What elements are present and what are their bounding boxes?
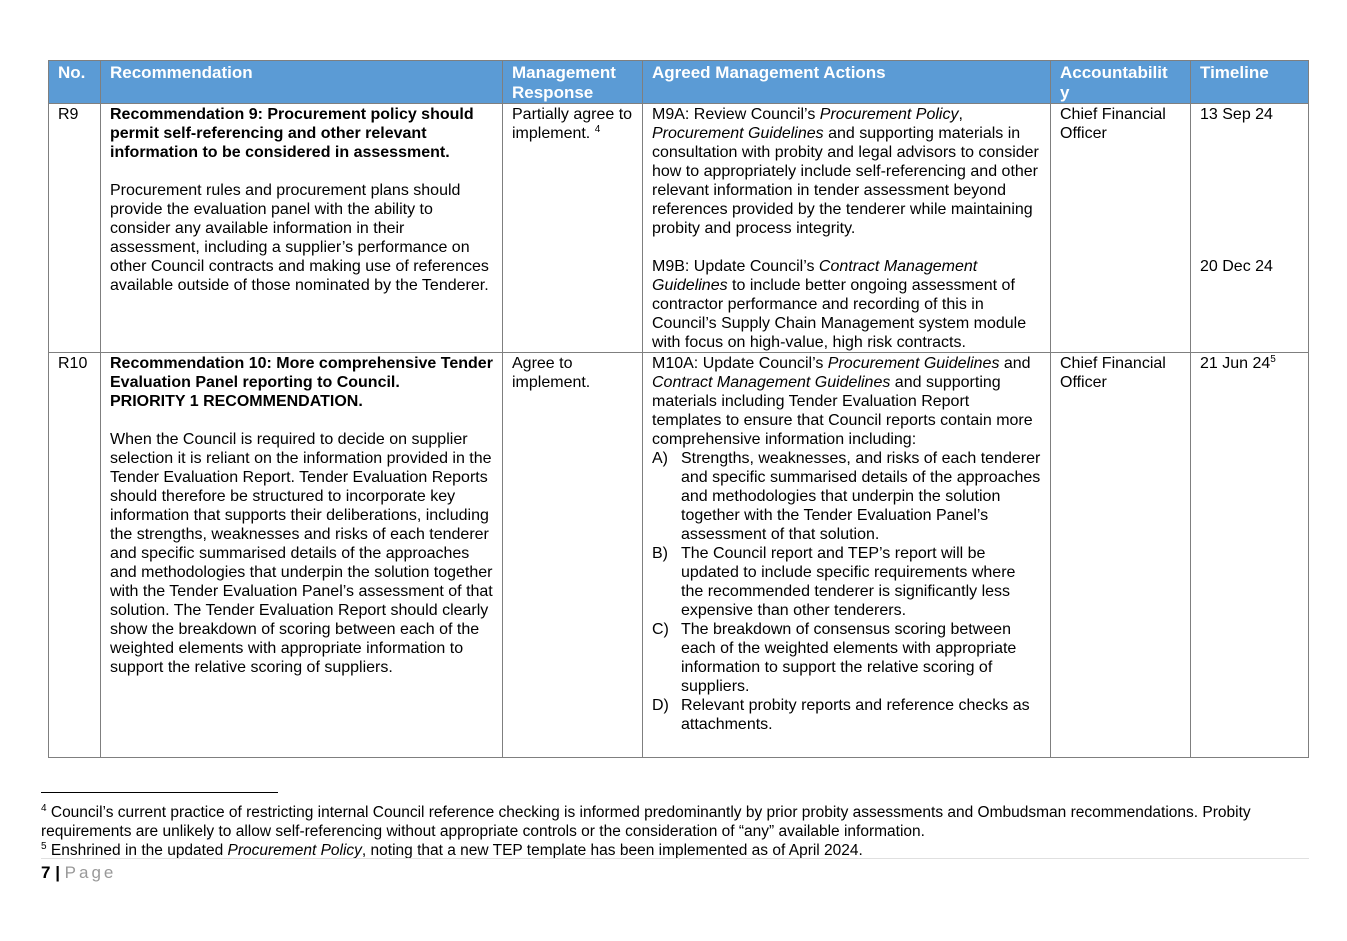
- page-footer: [41, 863, 116, 882]
- page-number: 7: [41, 863, 51, 882]
- agreed-actions-cell: [643, 104, 1051, 353]
- timeline-m9a: 13 Sep 24: [1200, 106, 1273, 123]
- recommendation-cell: [101, 104, 503, 353]
- header-recommendation: Recommendation: [101, 61, 503, 104]
- header-agreed-actions: Agreed Management Actions: [643, 61, 1051, 104]
- list-item: A) Strengths, weaknesses, and risks of each tenderer and specific summarised details of the approaches and methodologies that underpin the solution together with the Tender Evaluation Panel’s assessment of that solution.: [652, 450, 1041, 543]
- accountability-cell: Chief Financial Officer: [1051, 104, 1191, 353]
- footnote-ref-5: 5: [1270, 354, 1276, 365]
- action-item-list: [652, 449, 1042, 734]
- list-item: C) The breakdown of consensus scoring between each of the weighted elements with appropriate information to support the relative scoring of suppliers.: [652, 621, 1017, 695]
- footnote-ref-4: 4: [594, 124, 601, 135]
- footnote-divider: [41, 792, 278, 793]
- timeline-cell: [1191, 353, 1309, 758]
- header-timeline: Timeline: [1191, 61, 1309, 104]
- list-item: D) Relevant probity reports and reference checks as attachments.: [652, 697, 1030, 733]
- recommendation-body: When the Council is required to decide on supplier selection it is reliant on the information provided in the Tender Evaluation Report. Tender Evaluation Reports should therefore be structured to incorporate key information that supports their deliberations, including the strengths, weaknesses and risks of each tenderer and specific summarised details of the approaches and methodologies that underpin the solution together with the Tender Evaluation Panel’s assessment of that solution. The Tender Evaluation Report should clearly show the breakdown of scoring between each of the weighted elements with appropriate information to support the relative scoring of suppliers.: [110, 431, 493, 676]
- management-response-cell: [503, 104, 643, 353]
- list-item: B) The Council report and TEP’s report will be updated to include specific requirements where the recommended tenderer is significantly less expensive than other tenderers.: [652, 545, 1016, 619]
- header-accountability-line1: Accountabilit: [1060, 63, 1168, 82]
- header-accountability: [1051, 61, 1191, 104]
- footnote-5: $^5$ Enshrined in the updated Procurement Policy, noting that a new TEP template has been implemented as of April 2024.: [41, 841, 863, 859]
- header-accountability-line2: y: [1060, 83, 1070, 102]
- header-no: No.: [49, 61, 101, 104]
- timeline-m10a: 21 Jun 24: [1200, 355, 1271, 372]
- recommendation-cell: [101, 353, 503, 758]
- action-m9b: M9B: Update Council’s Contract Management Guidelines to include better ongoing assessment of contractor performance and recording of this in Council’s Supply Chain Management system module with focus on high-value, high risk contracts.: [652, 258, 1027, 351]
- recommendation-title: Recommendation 9: Procurement policy should permit self-referencing and other relevant information to be considered in assessment.: [110, 106, 474, 161]
- footnote-4: $^4$ Council’s current practice of restricting internal Council reference checking is informed predominantly by prior probity assessments and Ombudsman recommendations. Probity requirements are unlikely to allow self-referencing without appropriate controls or the consideration of “any” available information.: [41, 803, 1251, 840]
- header-management-response-line2: Response: [512, 83, 594, 102]
- page-label: Page: [64, 863, 117, 882]
- action-m10a: M10A: Update Council’s Procurement Guidelines and Contract Management Guidelines and supporting materials including Tender Evaluation Report templates to ensure that Council reports contain more comprehensive information including:: [652, 355, 1033, 448]
- recommendation-body: Procurement rules and procurement plans should provide the evaluation panel with the ability to consider any available information in their assessment, including a supplier’s performance on other Council contracts and making use of references available outside of those nominated by the Tenderer.: [110, 182, 489, 294]
- table-row-r9: [49, 104, 1309, 353]
- management-response-text: Partially agree to implement.: [512, 106, 633, 142]
- footnotes: [41, 803, 1301, 860]
- header-management-response-line1: Management: [512, 63, 616, 82]
- agreed-actions-cell: [643, 353, 1051, 758]
- header-management-response: [503, 61, 643, 104]
- accountability-cell: Chief Financial Officer: [1051, 353, 1191, 758]
- row-number: R9: [49, 104, 101, 353]
- timeline-cell: [1191, 104, 1309, 353]
- action-m9a: M9A: Review Council’s Procurement Policy, Procurement Guidelines and supporting materials in consultation with probity and legal advisors to consider how to appropriately include self-referencing and other relevant information in tender assessment beyond references provided by the tenderer while maintaining probity and process integrity.: [652, 106, 1039, 237]
- table-header-row: [49, 61, 1309, 104]
- page-separator: |: [50, 863, 65, 882]
- footer-divider: [41, 858, 1309, 859]
- priority-label: PRIORITY 1 RECOMMENDATION.: [110, 393, 363, 410]
- timeline-m9b: 20 Dec 24: [1200, 258, 1273, 275]
- recommendations-table: [48, 60, 1309, 758]
- recommendation-title: Recommendation 10: More comprehensive Tender Evaluation Panel reporting to Council.: [110, 355, 493, 391]
- row-number: R10: [49, 353, 101, 758]
- management-response-cell: Agree to implement.: [503, 353, 643, 758]
- table-row-r10: [49, 353, 1309, 758]
